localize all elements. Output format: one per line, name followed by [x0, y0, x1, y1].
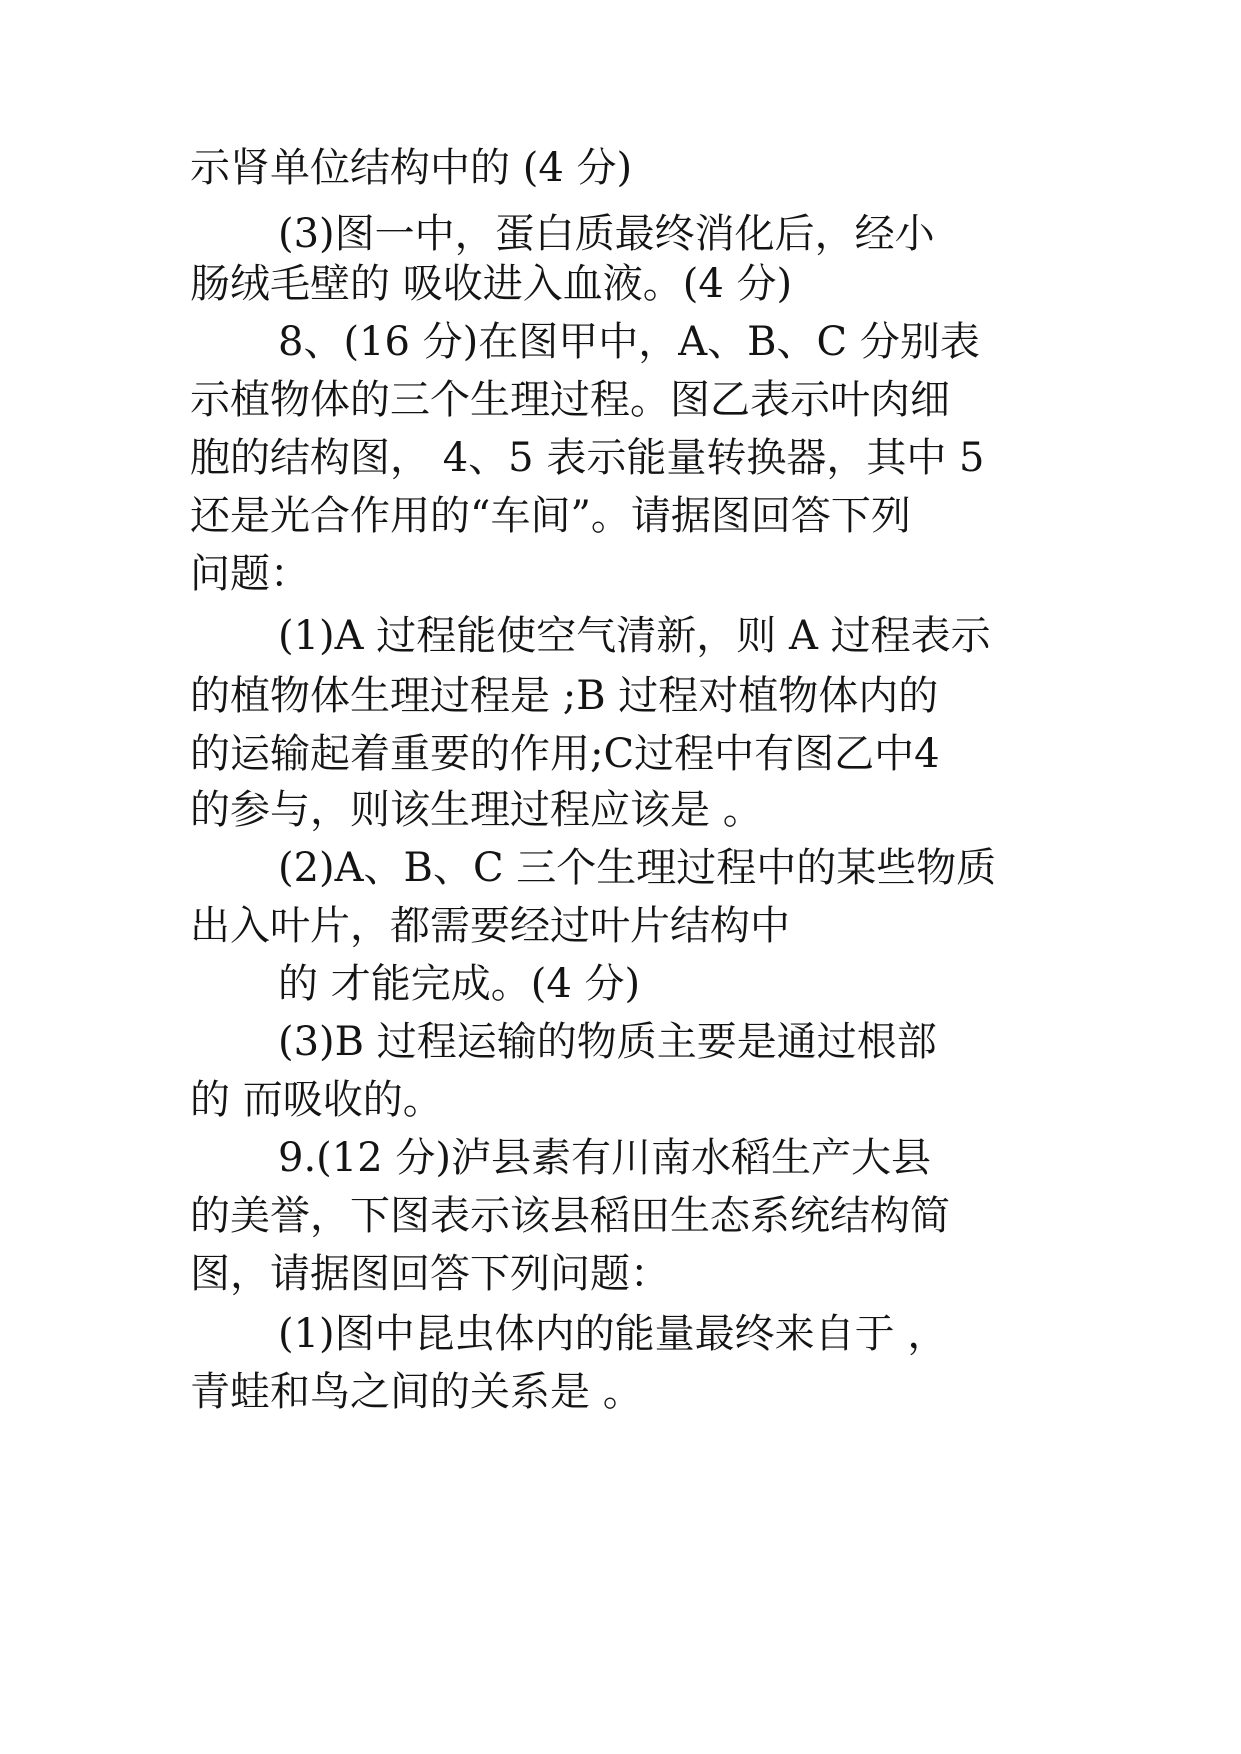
text-line: 问题： [190, 551, 310, 597]
text-line: 示肾单位结构中的 (4 分) [190, 145, 633, 191]
text-line: 还是光合作用的“车间”。请据图回答下列 [190, 493, 911, 539]
text-line: 示植物体的三个生理过程。图乙表示叶肉细 [190, 377, 950, 423]
text-line: 的美誉，下图表示该县稻田生态系统结构简 [190, 1193, 950, 1239]
text-line: 的参与，则该生理过程应该是 。 [190, 787, 763, 833]
text-line: (3)图一中，蛋白质最终消化后，经小 [278, 211, 935, 257]
text-line: 青蛙和鸟之间的关系是 。 [190, 1369, 643, 1415]
text-line: 图，请据图回答下列问题： [190, 1251, 670, 1297]
text-line: (1)图中昆虫体内的能量最终来自于 ， [278, 1311, 948, 1357]
text-line: 的 才能完成。(4 分) [278, 961, 641, 1007]
text-line: 9.(12 分)泸县素有川南水稻生产大县 [278, 1135, 931, 1181]
text-line: 的植物体生理过程是 ;B 过程对植物体内的 [190, 673, 939, 719]
text-line: (2)A、B、C 三个生理过程中的某些物质 [278, 845, 997, 891]
text-line: 肠绒毛壁的 吸收进入血液。(4 分) [190, 261, 793, 307]
text-line: 8、(16 分)在图甲中，A、B、C 分别表 [278, 319, 980, 365]
text-line: (1)A 过程能使空气清新，则 A 过程表示 [278, 613, 991, 659]
text-line: 出入叶片，都需要经过叶片结构中 [190, 903, 790, 949]
text-line: 的 而吸收的。 [190, 1077, 443, 1123]
text-line: (3)B 过程运输的物质主要是通过根部 [278, 1019, 937, 1065]
text-line: 胞的结构图， 4、5 表示能量转换器，其中 5 [190, 435, 985, 481]
text-line: 的运输起着重要的作用;C过程中有图乙中4 [190, 731, 940, 777]
